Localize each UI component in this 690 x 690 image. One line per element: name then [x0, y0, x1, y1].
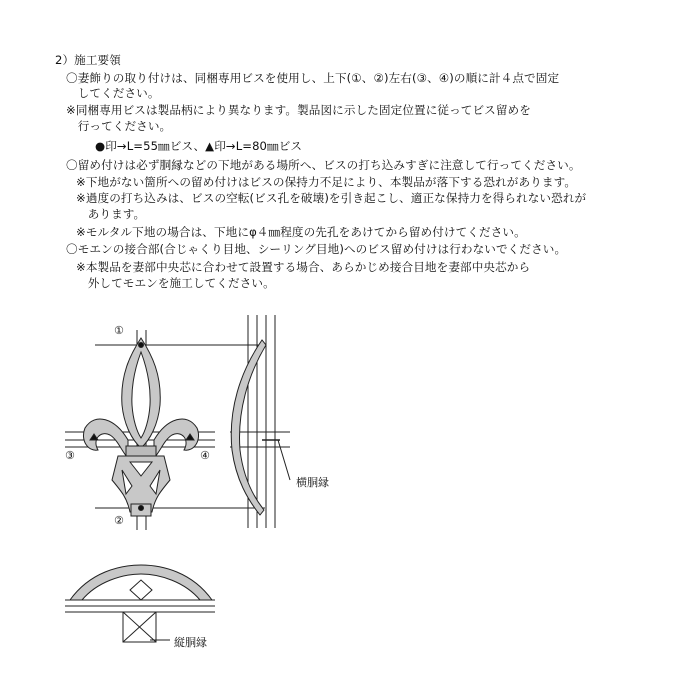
note-line: ※過度の打ち込みは、ビスの空転(ビス孔を破壊)を引き起こし、適正な保持力を得られない恐れが: [76, 191, 587, 205]
horizontal-furring-label: 横胴縁: [296, 476, 329, 489]
note-line: ※下地がない箇所への留め付けはビスの保持力不足により、本製品が落下する恐れがあります。: [76, 175, 577, 189]
note-line: 外してモエンを施工してください。: [76, 276, 275, 290]
vertical-furring-label: 縦胴縁: [174, 636, 207, 649]
screw-legend: ●印→L=55㎜ビス、▲印→L=80㎜ビス: [95, 139, 303, 153]
instruction-line: してください。: [66, 86, 160, 100]
instruction-line: 〇留め付けは必ず胴縁などの下地がある場所へ、ビスの打ち込みすぎに注意して行ってください。: [66, 158, 581, 172]
section-title: 2）施工要領: [55, 53, 121, 67]
marker-4: ④: [200, 449, 210, 462]
note-line: 行ってください。: [66, 119, 172, 133]
note-line: あります。: [76, 207, 146, 221]
instruction-line: 〇妻飾りの取り付けは、同梱専用ビスを使用し、上下(①、②)左右(③、④)の順に計４点で固定: [66, 71, 560, 85]
note-line: ※モルタル下地の場合は、下地にφ４㎜程度の先孔をあけてから留め付けてください。: [76, 225, 526, 239]
note-line: ※本製品を妻部中央芯に合わせて設置する場合、あらかじめ接合目地を妻部中央芯から: [76, 260, 531, 274]
instruction-line: 〇モエンの接合部(合じゃくり目地、シーリング目地)へのビス留め付けは行わないでください。: [66, 242, 567, 256]
marker-3: ③: [65, 449, 75, 462]
note-line: ※同梱専用ビスは製品柄により異なります。製品図に示した固定位置に従ってビス留めを: [66, 103, 531, 117]
marker-1: ①: [114, 324, 124, 337]
marker-2: ②: [114, 514, 124, 527]
